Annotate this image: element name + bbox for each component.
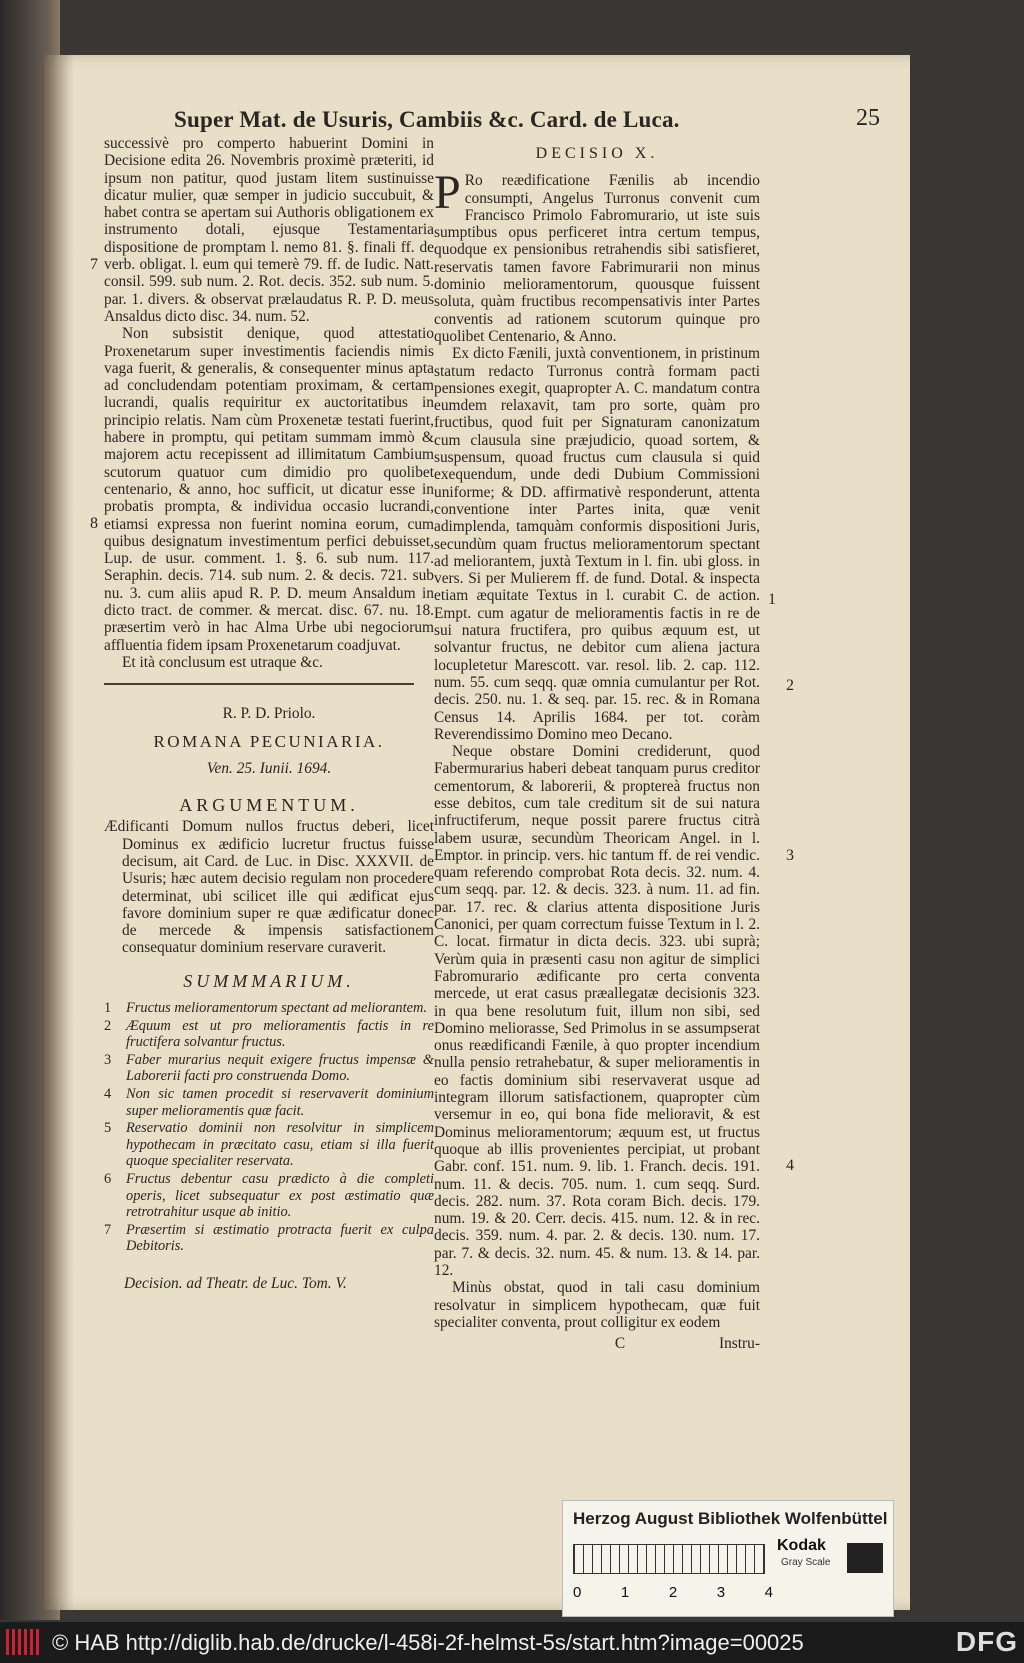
right-para-1: Ro reædificatione Fænilis ab incendio consumpti, Angelus Turronus convenit cum Francisco Primolo Fabromurario, ut iste suis sumptibus opus perficeret intra certum tempus, quodque ex pensionibus retrahendis sibi satisfieret, reservatis tamen favore Fabrimurarii non minus dominio melioramentorum, quousque fuissent soluta, quàm fructibus recompensativis inter Partes conventis ad rationem scutorum quinque pro quolibet Centenario, & Anno. <box>434 172 760 345</box>
black-swatch <box>847 1543 883 1573</box>
right-para-2: Ex dicto Fænili, juxtà conventionem, in pristinum statum redacto Turronus contrà formam pacti pensiones exegit, quapropter A. C. mandatum contra eumdem relaxavit, tam pro sorte, quàm pro fructibus, quod fuit per Signaturam canonizatum cum clausula sine præjudicio, quoad sortem, & suspensum, quoad fructus cum clausula si quid exequendum, unde dedi Dubium Commissioni uniforme; & DD. affirmativè responderunt, attenta conventione inter Partes inita, quæ venit adimplenda, tamquàm conformis dispositioni Juris, secundùm quam fructus melioramentorum spectant ad meliorantem, juxtà Textum in l. fin. ubi gloss. in vers. Si per Mulierem ff. de fund. Dotal. & inspecta etiam æquitate Textus in l. curabit C. de action. Empt. cum agatur de melioramentis factis in re de sui natura fructifera, pro quibus æquum est, ut solvantur fructus, ne debitor cum aliena jactura locupletetur Marescott. var. resol. lib. 2. cap. 112. num. 55. cum seqq. quæ omnia cumulantur per Rot. decis. 250. nu. 1. & seq. par. 15. rec. & in Romana Census 14. Aprilis 1684. per tot. coràm Reverendissimo Domino meo Decano. <box>434 345 760 743</box>
margin-note: 7 <box>90 256 98 273</box>
summarium-item: 2 Æquum est ut pro melioramentis factis in re fructifera solvantur fructus. <box>104 1017 434 1051</box>
ruler-numbers: 0 1 2 3 4 <box>573 1584 773 1601</box>
page-gutter-shadow <box>44 55 74 1610</box>
left-para-3: Et ità conclusum est utraque &c. <box>122 653 323 671</box>
left-column <box>104 135 434 1292</box>
document-page <box>44 55 910 1610</box>
margin-note: 4 <box>786 1157 794 1174</box>
catchword-line <box>434 1335 760 1352</box>
summarium-list <box>104 1000 434 1255</box>
right-para-4: Minùs obstat, quod in tali casu dominium resolvatur in simplicem hypothecam, quæ fuit specialiter conventa, prout colligitur ex eodem <box>434 1279 760 1331</box>
auditor-name: R. P. D. Priolo. <box>222 705 316 723</box>
page-number: 25 <box>856 105 880 131</box>
summarium-item: 5 Reservatio dominii non resolvitur in simplicem hypothecam in præcitato casu, etiam si illa fuerit quoque specialiter reservata. <box>104 1120 434 1170</box>
kodak-subtitle: Gray Scale <box>781 1557 831 1568</box>
summarium-heading: SUMMMARIUM. <box>183 970 355 991</box>
signature-mark: C <box>614 1335 626 1353</box>
decision-date: Ven. 25. Iunii. 1694. <box>206 759 332 777</box>
decisio-title: DECISIO X. <box>535 145 659 162</box>
argumentum-heading: ARGUMENTUM. <box>179 795 359 816</box>
left-para-1: successivè pro comperto habuerint Domini in Decisione edita 26. Novembris proximè præteriti, id ipsum non patitur, quod justam litem sustinuisse dicatur mulier, quæ semper in judicio succubuit, & habet contra se apertam sui Authoris obligationem ex instrumento dotali, ejusque Testamentaria dispositione de promptam l. nemo 81. §. finali ff. de verb. obligat. l. eum qui temerè 79. ff. de Iudic. Natt. consil. 599. sub num. 2. Rot. decis. 352. sub num. 5. par. 1. divers. & observat prælaudatus R. P. D. meus Ansaldus dicto disc. 34. num. 52. <box>104 135 434 325</box>
volume-footer: Decision. ad Theatr. de Luc. Tom. V. <box>124 1274 347 1292</box>
section-divider <box>104 683 414 685</box>
kodak-logo: Kodak <box>777 1537 826 1554</box>
viewer-footer-bar <box>0 1622 1024 1663</box>
summarium-item: 1 Fructus melioramentorum spectant ad meliorantem. <box>104 1000 427 1017</box>
left-para-2: Non subsistit denique, quod attestatio Proxenetarum super investimentis faciendis nimis vaga fuerit, & generalis, & consequenter minus apta ad concludendam potentiam proximam, & certam lucrandi, qualis requiritur ex auctoritatibus in principio relatis. Nam cùm Proxenetæ testati fuerint, habere in promptu, qui petitam summam immò & majorem actu recepissent ad illimitatum Cambium scutorum quatuor cum dimidio pro quolibet centenario, & anno, hoc sufficit, ut dicatur esse in probatis prompta, & individua occasio lucrandi, etiamsi expressa non fuerint nomina eorum, cum quibus designatum investimentum perfici debuisset, Lup. de usur. comment. 1. §. 6. sub num. 117. Seraphin. decis. 714. sub num. 2. & decis. 721. sub nu. 3. cum aliis apud R. P. D. meum Ansaldum in dicto tract. de commer. & mercat. disc. 67. nu. 18. præsertim verò in hac Alma Urbe ubi negociorum affluentia fidem ipsam Proxenetarum coadjuvat. <box>104 325 434 654</box>
margin-note: 1 <box>768 591 776 608</box>
summarium-item: 4 Non sic tamen procedit si reservaverit dominium super melioramentis quæ facit. <box>104 1086 434 1119</box>
margin-note: 2 <box>786 677 794 694</box>
right-para-3: Neque obstare Domini crediderunt, quod Fabermurarius haberi debeat tanquam purus creditor cementorum, & laborerii, & proptereà fructus non esse debitos, cum tale creditum sit de sui natura infructiferum, neque possit parere fructus citrà labem usuræ, secundùm Theoricam Angel. in l. Emptor. in princip. vers. hic tantum ff. de rei vendic. quam referendo comprobat Rota decis. 32. num. 4. cum seqq. par. 12. & decis. 323. à num. 11. ad fin. par. 17. rec. & clarius attenta dispositione Juris Canonici, per quam correctum fuisse Textum in l. 2. C. locat. firmatur in dicta decis. 323. ubi suprà; Verùm quia in præsenti casu non agitur de simplici Fabromurario ædificante pro certa conventa mercede, ut erat casus præallegatæ decisionis 323. in qua bene resolutum fuit, illum non sibi, sed Domino meliorasse, Sed Primolus in se assumpserat onus reædificandi Fænile, à quo propter incendium nulla pensio retrahebatur, & super melioramentis in eo factis dominium sibi reservaverat usque ad integram illorum satisfactionem, quapropter cùm versemur in eo, qui bona fide melioravit, & est Dominus melioramentorum; æquum est, ut fructus quoque ab illis provenientes percipiat, ut probant Gabr. conf. 151. num. 9. lib. 1. Franch. decis. 191. num. 11. & decis. 705. num. 1. cum seqq. Surd. decis. 282. num. 37. Rota coram Bich. decis. 179. num. 19. & 20. Cerr. decis. 415. num. 12. & in rec. decis. 359. num. 4. par. 2. & decis. 130. num. 17. par. 7. & decis. 32. num. 45. & num. 13. & 14. par. 12. <box>434 743 760 1279</box>
barcode-icon <box>6 1629 40 1655</box>
color-target <box>562 1500 894 1617</box>
catchword: Instru- <box>718 1335 760 1353</box>
argumentum-text: Ædificanti Domum nullos fructus deberi, licet Dominus ex ædificio lucretur fructus fuisse decisum, ait Card. de Luc. in Disc. XXXVII. de Usuris; hæc autem decisio regulam non procedere determinat, ubi scilicet ille qui ædificat ejus favore dominium super re quæ ædificatur donec de mercede & impensis satisfactionem consequatur dominium reservare curaverit. <box>104 818 434 957</box>
initial-letter: P <box>434 166 461 220</box>
summarium-item: 6 Fructus debentur casu prædicto à die completi operis, licet subsequatur ex post æstimatio quæ retrotrahitur usque ab initio. <box>104 1171 434 1221</box>
margin-note: 8 <box>90 515 98 532</box>
summarium-item: 3 Faber murarius nequit exigere fructus impensæ & Laborerii facti pro construenda Domo. <box>104 1051 434 1085</box>
source-url[interactable]: © HAB http://diglib.hab.de/drucke/l-458i-2f-helmst-5s/start.htm?image=00025 <box>52 1630 804 1655</box>
right-column <box>434 143 760 1352</box>
margin-note: 3 <box>786 847 794 864</box>
dfg-logo: DFG <box>955 1626 1018 1657</box>
summarium-item: 7 Præsertim si æstimatio protracta fuerit ex culpa Debitoris. <box>104 1221 434 1255</box>
target-title: Herzog August Bibliothek Wolfenbüttel <box>573 1509 888 1528</box>
running-title: Super Mat. de Usuris, Cambiis &c. Card. de Luca. <box>174 107 680 132</box>
case-title: ROMANA PECUNIARIA. <box>153 731 385 751</box>
scale-ruler <box>573 1544 765 1574</box>
